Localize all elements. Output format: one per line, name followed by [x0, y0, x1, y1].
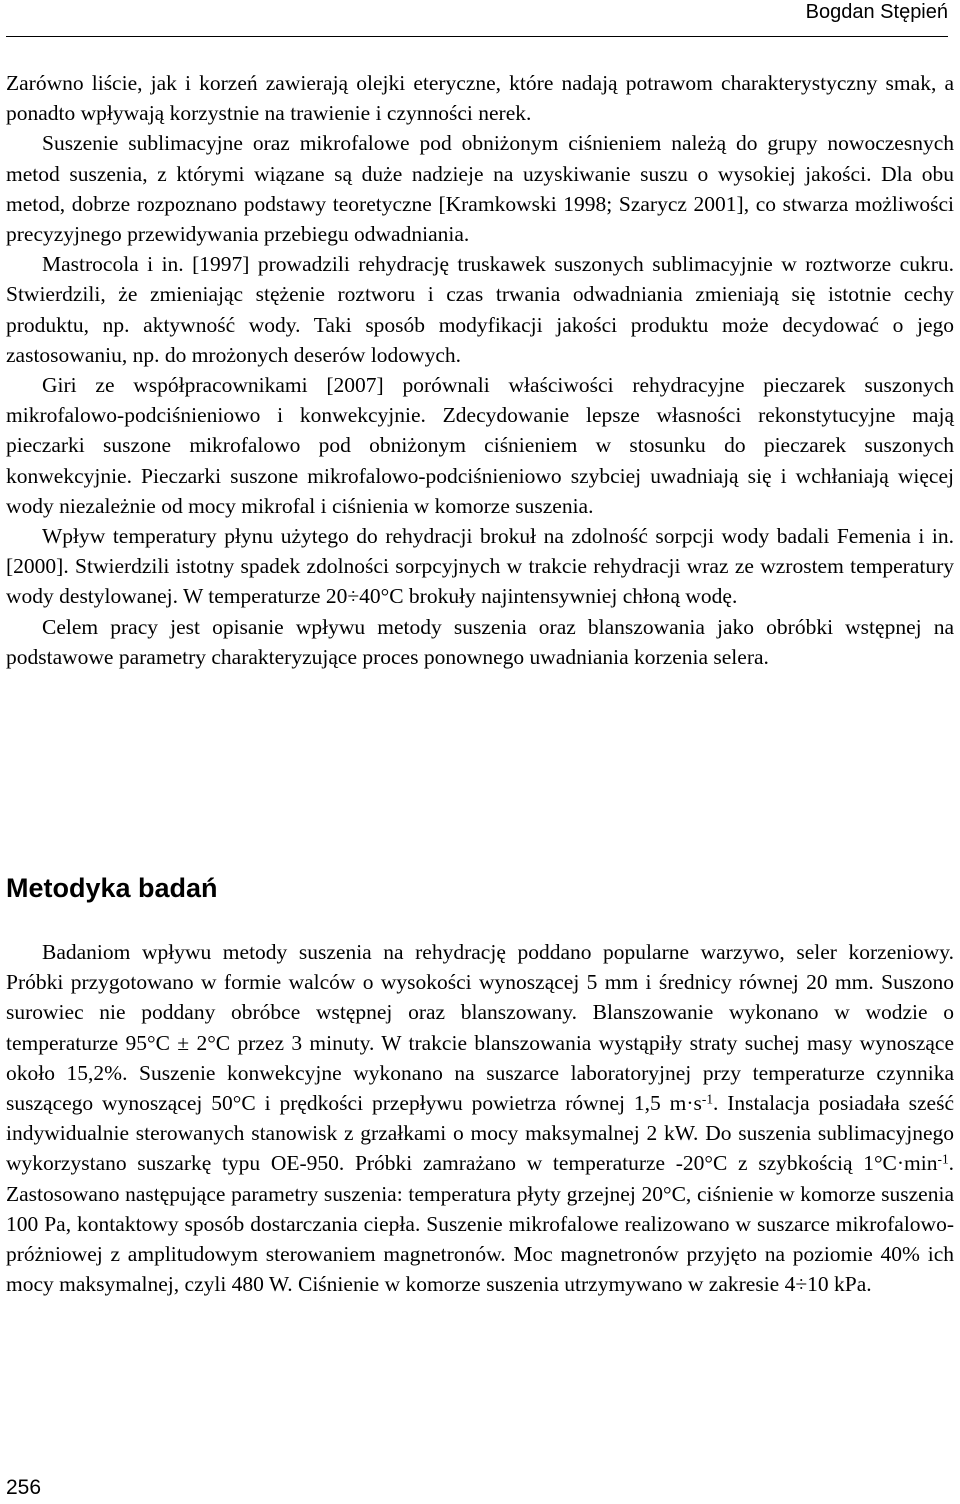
running-head-author: Bogdan Stępień [805, 1, 948, 23]
methods-text [6, 937, 954, 1299]
section-heading: Metodyka badań [6, 873, 218, 903]
text-run: Badaniom wpływu metody suszenia na rehydrację poddano popularne warzywo, seler korzeniowy. Próbki przygotowano w formie walców o wysokości wynoszącej 5 mm i średnicy równej 20 mm. Suszono surowiec nie poddany obróbce wstępnej oraz blanszowany. Blanszowanie wykonano w wodzie o temperaturze 95°C ± 2°C przez 3 minuty. W trakcie blanszowania wystąpiły straty suchej masy wynoszące około 15,2%. Suszenie konwekcyjne wykonano na suszarce laboratoryjnej przy temperaturze czynnika suszącego wynoszącej 50°C i prędkości przepływu powietrza równej 1,5 m·s [6, 940, 954, 1116]
superscript: -1 [937, 1151, 949, 1167]
introduction-text [6, 68, 954, 672]
text-run: . Zastosowano następujące parametry suszenia: temperatura płyty grzejnej 20°C, ciśnienie w komorze suszenia 100 Pa, kontaktowy sposób dostarczania ciepła. Suszenie mikrofalowe realizowano w suszarce mikrofalowo-próżniowej z amplitudowym sterowaniem magnetronów. Moc magnetronów przyjęto na poziomie 40% ich mocy maksymalnej, czyli 480 W. Ciśnienie w komorze suszenia utrzymywano w zakresie 4÷10 kPa. [6, 1151, 954, 1297]
paragraph [6, 937, 954, 1299]
superscript: -1 [701, 1091, 713, 1107]
text-run: . Instalacja posiadała sześć indywidualnie sterowanych stanowisk z grzałkami o mocy maksymalnej 2 kW. Do suszenia sublimacyjnego wykorzystano suszarkę typu OE-950. Próbki zamrażano w temperaturze -20°C z szybkością 1°C·min [6, 1091, 954, 1176]
page-header [6, 0, 948, 37]
paragraph: Zarówno liście, jak i korzeń zawierają olejki eteryczne, które nadają potrawom charakterystyczny smak, a ponadto wpływają korzystnie na trawienie i czynności nerek. [6, 71, 954, 126]
paragraph: Giri ze współpracownikami [2007] porównali właściwości rehydracyjne pieczarek suszonych mikrofalowo-podciśnieniowo i konwekcyjnie. Zdecydowanie lepsze własności rekonstytucyjne mają pieczarki suszone mikrofalowo pod obniżonym ciśnieniem w stosunku do pieczarek suszonych konwekcyjnie. Pieczarki suszone mikrofalowo-podciśnieniowo szybciej uwadniają się i wchłaniają więcej wody niezależnie od mocy mikrofal i ciśnienia w komorze suszenia. [6, 373, 954, 518]
page-number: 256 [6, 1476, 42, 1499]
paragraph: Suszenie sublimacyjne oraz mikrofalowe pod obniżonym ciśnieniem należą do grupy nowoczesnych metod suszenia, z którymi wiązane są duże nadzieje na uzyskiwanie suszu o wysokiej jakości. Dla obu metod, dobrze rozpoznano podstawy teoretyczne [Kramkowski 1998; Szarycz 2001], co stwarza możliwości precyzyjnego przewidywania przebiegu odwadniania. [6, 131, 954, 247]
paragraph: Mastrocola i in. [1997] prowadzili rehydrację truskawek suszonych sublimacyjnie w roztworze cukru. Stwierdzili, że zmieniając stężenie roztworu i czas trwania odwadniania zmieniają się istotnie cechy produktu, np. aktywność wody. Taki sposób modyfikacji jakości produktu może decydować o jego zastosowaniu, np. do mrożonych deserów lodowych. [6, 252, 954, 367]
paragraph: Celem pracy jest opisanie wpływu metody suszenia oraz blanszowania jako obróbki wstępnej na podstawowe parametry charakteryzujące proces ponownego uwadniania korzenia selera. [6, 614, 954, 669]
paragraph: Wpływ temperatury płynu użytego do rehydracji brokuł na zdolność sorpcji wody badali Femenia i in. [2000]. Stwierdzili istotny spadek zdolności sorpcyjnych w trakcie rehydracji wraz ze wzrostem temperatury wody destylowanej. W temperaturze 20÷40°C brokuły najintensywniej chłoną wodę. [6, 524, 954, 609]
